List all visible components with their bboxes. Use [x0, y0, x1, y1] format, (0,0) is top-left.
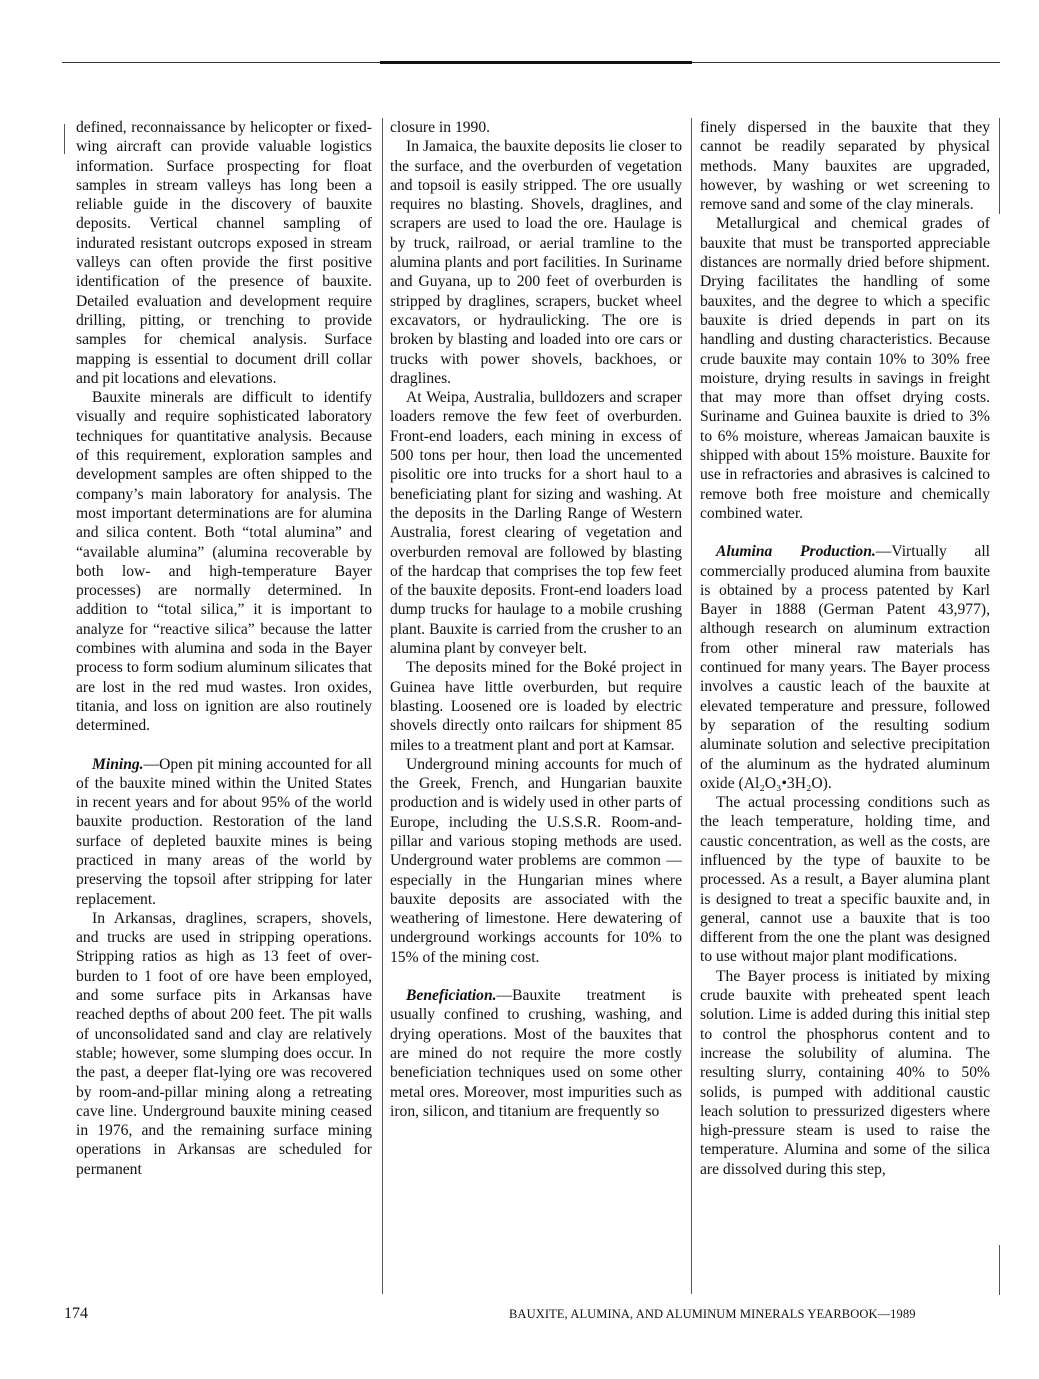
- text-column-3: [700, 118, 990, 1296]
- section-heading-mining: Mining.: [92, 755, 144, 773]
- paragraph-text: —Virtually all commercially produced alumina from bauxite is obtained by a process patented by Karl Bayer in 1888 (German Patent 43,977), although research on aluminum extraction from other mineral raw materials has continued for many years. The Bayer process involves a caustic leach of the bauxite at elevated temperature and pressure, followed by separation of the resulting sodium aluminate solution and selective precipitation of the aluminum as the hydrated aluminum oxide (Al₂O₃•3H₂O).: [700, 543, 990, 792]
- paragraph-alumina-production: [700, 542, 990, 793]
- paragraph: The deposits mined for the Boké project in Guinea have little overburden, but require blasting. Loosened ore is loaded by electric shovels directly onto railcars for shipment 85 miles to a treatment plant and port at Kamsar.: [390, 659, 682, 754]
- paragraph-text: —Open pit mining accounted for all of the bauxite mined within the United States in recent years and for about 95% of the world bauxite production. Restoration of the land surface of depleted bauxite mines is being practiced in many areas of the world by preserving the topsoil after stripping for later replacement.: [76, 755, 372, 908]
- running-title: BAUXITE, ALUMINA, AND ALUMINUM MINERALS YEARBOOK—1989: [509, 1307, 916, 1321]
- paragraph: The Bayer process is initiated by mixing crude bauxite with preheated spent leach solution. Lime is added during this initial step to control the phosphorus content and to increase the solubility of alumina. The resulting slurry, containing 40% to 50% solids, is pumped with additional caustic leach solution to pressurized digesters where high-pressure steam is used to raise the temperature. Alumina and some of the silica are dissolved during this step,: [700, 967, 990, 1178]
- paragraph: Metallurgical and chemical grades of bauxite that must be transported appreciable distances are normally dried before shipment. Drying facilitates the handling of some bauxites, and the degree to which a specific bauxite is dried depends in part on its handling and dusting characteristics. Because crude bauxite may contain 10% to 30% free moisture, drying results in savings in freight that may more than offset drying costs. Suriname and Guinea bauxite is dried to 3% to 6% moisture, whereas Jamaican bauxite is shipped with about 15% moisture. Bauxite for use in refractories and abrasives is calcined to remove both free moisture and chemically combined water.: [700, 215, 990, 522]
- header-rule-accent: [380, 61, 692, 64]
- column-divider-left: [64, 124, 65, 154]
- paragraph: defined, reconnaissance by helicopter or fixed-wing aircraft can provide valuable logistics information. Surface prospecting for float samples in stream valleys has long been a reliable guide in the discovery of bauxite deposits. Vertical channel sampling of indurated resistant outcrops exposed in stream valleys can often provide the first positive identification of the presence of bauxite. Detailed evaluation and development require drilling, pitting, or trenching to provide samples for chemical analysis. Surface mapping is essential to document drill collar and pit locations and elevations.: [76, 119, 372, 387]
- page-number: 174: [64, 1305, 88, 1322]
- paragraph: closure in 1990.: [390, 119, 491, 136]
- paragraph-mining: [76, 755, 372, 909]
- column-divider-right: [999, 118, 1000, 214]
- text-column-1: [76, 118, 372, 1296]
- column-divider-right-lower: [999, 1245, 1000, 1295]
- paragraph: In Jamaica, the bauxite deposits lie closer to the surface, and the overburden of vegetation and topsoil is easily stripped. The ore usually requires no blasting. Shovels, draglines, and scrapers are used to load the ore. Haulage is by truck, railroad, or aerial tramline to the alumina plants and port facilities. In Suriname and Guyana, up to 200 feet of overburden is stripped by draglines, scrapers, bucket wheel excavators, or hydraulicking. The ore is broken by blasting and loaded into ore cars or trucks with power shovels, backhoes, or draglines.: [390, 138, 682, 387]
- paragraph: The actual processing conditions such as the leach temperature, holding time, and caustic concentration, as well as the costs, are influenced by the type of bauxite to be processed. As a result, a Bayer alumina plant is designed to treat a specific bauxite and, in general, cannot use a bauxite that is too different from the one the plant was designed to use without major plant modifications.: [700, 794, 990, 966]
- paragraph: Underground mining accounts for much of the Greek, French, and Hungarian bauxite production and is widely used in other parts of Europe, including the U.S.S.R. Room-and-pillar and various stoping methods are used. Underground water problems are common —especially in the Hungarian mines where bauxite deposits are associated with the weathering of limestone. Here dewatering of underground workings accounts for 10% to 15% of the mining cost.: [390, 755, 682, 966]
- paragraph: At Weipa, Australia, bulldozers and scraper loaders remove the few feet of overburden. Front-end loaders, each mining in excess of 500 tons per hour, then load the uncemented pisolitic ore into trucks for a short haul to a beneficiating plant for sizing and washing. At the deposits in the Darling Range of Western Australia, forest clearing of vegetation and overburden removal are followed by blasting of the hardcap that comprises the top few feet of the bauxite deposits. Front-end loaders load dump trucks for haulage to a mobile crushing plant. Bauxite is carried from the crusher to an alumina plant by conveyer belt.: [390, 389, 682, 658]
- section-heading-alumina-production: Alumina Production.: [716, 543, 876, 561]
- paragraph-beneficiation: [390, 986, 682, 1121]
- paragraph-text: —Bauxite treatment is usually confined to crushing, washing, and drying operations. Most of the bauxites that are mined do not require the more costly beneficiation techniques used on some other metal ores. Moreover, most impurities such as iron, silicon, and titanium are frequently so: [390, 987, 682, 1120]
- section-heading-beneficiation: Beneficiation.: [406, 987, 497, 1005]
- column-divider-2: [691, 118, 692, 1294]
- paragraph: Bauxite minerals are difficult to identify visually and require sophisticated laboratory techniques for quantitative analysis. Because of this requirement, exploration samples and development samples are often shipped to the company’s main laboratory for analysis. The most important determinations are for alumina and silica content. Both “total alumina” and “available alumina” (alumina recoverable by both low- and high-temperature Bayer processes) are normally determined. In addition to “total silica,” it is important to analyze for “reactive silica” because the latter combines with alumina and soda in the Bayer process to form sodium aluminum silicates that are lost in the red mud wastes. Iron oxides, titania, and loss on ignition are also routinely determined.: [76, 389, 372, 735]
- text-column-2: [390, 118, 682, 1296]
- column-divider-1: [382, 118, 383, 1294]
- paragraph: In Arkansas, draglines, scrapers, shovels, and trucks are used in stripping operations. Stripping ratios as high as 13 feet of over-burden to 1 foot of ore have been employed, and some surface pits in Arkansas have reached depths of about 200 feet. The pit walls of unconsolidated sand and clay are relatively stable; however, some slumping does occur. In the past, a deeper flat-lying ore was recovered by room-and-pillar mining along a retreating cave line. Underground bauxite mining ceased in 1976, and the remaining surface mining operations in Arkansas are scheduled for permanent: [76, 909, 372, 1178]
- paragraph: finely dispersed in the bauxite that they cannot be readily separated by physical methods. Many bauxites are upgraded, however, by washing or wet screening to remove sand and some of the clay minerals.: [700, 119, 990, 214]
